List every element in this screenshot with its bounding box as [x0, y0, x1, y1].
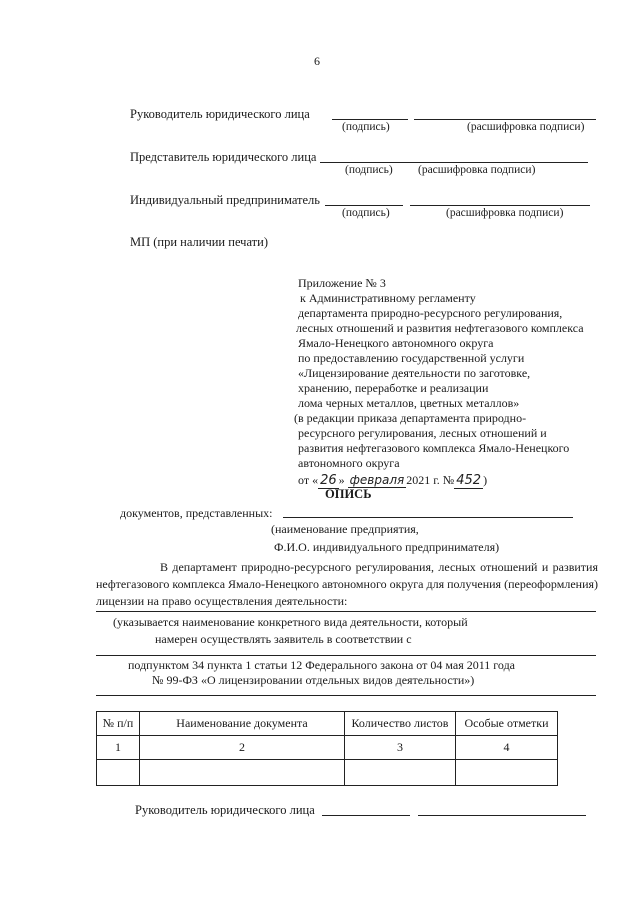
signature-hint: (подпись)	[342, 121, 390, 133]
appendix-line: хранению, переработке и реализации	[298, 381, 489, 395]
appendix-line: департамента природно-ресурсного регулирования,	[298, 306, 563, 320]
signature-line	[322, 815, 410, 816]
documents-table	[96, 711, 558, 786]
appendix-line: Ямало-Ненецкого автономного округа	[298, 336, 494, 350]
docs-label: документов, представленных:	[120, 506, 273, 520]
appendix-line: по предоставлению государственной услуги	[298, 351, 525, 365]
date-day: 26	[320, 473, 337, 488]
date-prefix: от «	[298, 473, 319, 487]
decode-hint: (расшифровка подписи)	[467, 121, 585, 133]
appendix-line: лома черных металлов, цветных металлов»	[298, 396, 520, 410]
activity-line	[96, 695, 596, 696]
activity-hint: намерен осуществлять заявитель в соответствии с	[155, 632, 412, 646]
decode-line	[418, 815, 586, 816]
table-header-row	[97, 712, 558, 736]
activity-line	[96, 611, 596, 612]
table-cell	[97, 760, 140, 786]
signature-label-entrepreneur: Индивидуальный предприниматель	[130, 193, 320, 207]
decode-line	[410, 205, 590, 206]
date-number: 452	[456, 473, 482, 488]
signature-line	[325, 205, 403, 206]
appendix-line: развития нефтегазового комплекса Ямало-Ненецкого	[298, 441, 570, 455]
date-year: 2021 г. №	[406, 473, 455, 487]
table-cell: 2	[140, 736, 345, 760]
appendix-line: автономного округа	[298, 456, 400, 470]
signature-line	[320, 162, 588, 163]
appendix-line: к Административному регламенту	[300, 291, 476, 305]
decode-hint: (расшифровка подписи)	[446, 207, 564, 219]
table-cell	[456, 760, 558, 786]
table-row	[97, 736, 558, 760]
header-sheet-count: Количество листов	[345, 712, 456, 736]
signature-hint: (подпись)	[342, 207, 390, 219]
appendix-line: «Лицензирование деятельности по заготовке,	[298, 366, 531, 380]
signature-line	[332, 119, 408, 120]
signature-label-representative: Представитель юридического лица	[130, 150, 317, 164]
stamp-note: МП (при наличии печати)	[130, 235, 269, 249]
date-close: )	[483, 473, 488, 487]
org-hint: (наименование предприятия,	[271, 522, 419, 536]
appendix-line: лесных отношений и развития нефтегазового комплекса	[296, 321, 584, 335]
law-text: подпунктом 34 пункта 1 статьи 12 Федерального закона от 04 мая 2011 года	[128, 658, 516, 672]
law-text: № 99-ФЗ «О лицензировании отдельных видов деятельности»)	[152, 673, 475, 687]
table-cell	[140, 760, 345, 786]
signature-label-head: Руководитель юридического лица	[130, 107, 310, 121]
appendix-block	[286, 276, 584, 488]
table-row	[97, 760, 558, 786]
appendix-line: (в редакции приказа департамента природно-	[294, 411, 527, 425]
appendix-date	[286, 473, 584, 488]
org-hint: Ф.И.О. индивидуального предпринимателя)	[274, 540, 500, 554]
document-title: ОПИСЬ	[325, 487, 372, 501]
activity-hint: (указывается наименование конкретного вида деятельности, который	[113, 615, 468, 629]
page-number: 6	[314, 54, 320, 68]
date-month: февраля	[349, 473, 405, 487]
header-special-notes: Особые отметки	[456, 712, 558, 736]
header-number: № п/п	[97, 712, 140, 736]
table-cell	[345, 760, 456, 786]
footer-signature-label: Руководитель юридического лица	[135, 803, 315, 817]
date-sep: »	[338, 473, 345, 487]
table-cell: 1	[97, 736, 140, 760]
activity-line	[96, 655, 596, 656]
decode-hint: (расшифровка подписи)	[418, 164, 536, 176]
table-cell: 4	[456, 736, 558, 760]
signature-hint: (подпись)	[345, 164, 393, 176]
appendix-line: Приложение № 3	[298, 276, 386, 290]
decode-line	[414, 119, 596, 120]
body-paragraph: В департамент природно-ресурсного регулирования, лесных отношений и развития нефтегазового комплекса Ямало-Ненецкого автономного округа для получения (переоформления) лицензии на право осуществления деятельности:	[96, 560, 599, 608]
appendix-line: ресурсного регулирования, лесных отношений и	[298, 426, 547, 440]
table-cell: 3	[345, 736, 456, 760]
header-document-name: Наименование документа	[140, 712, 345, 736]
org-line	[283, 517, 573, 518]
